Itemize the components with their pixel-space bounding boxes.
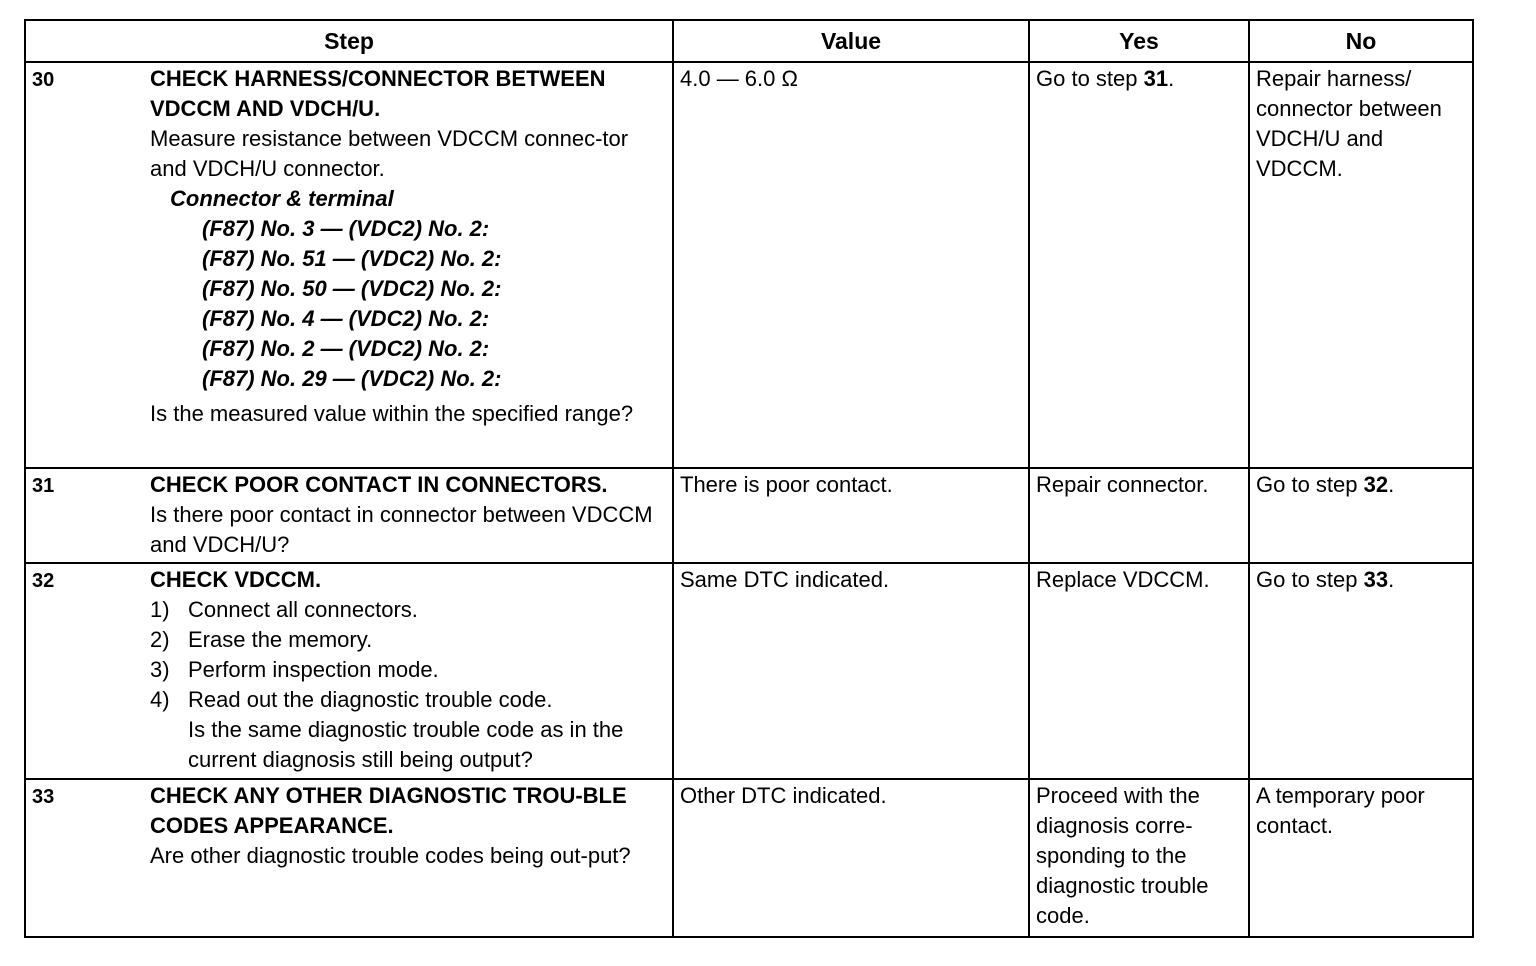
list-number: 1) bbox=[150, 597, 170, 622]
no-suffix: . bbox=[1388, 567, 1395, 592]
value-text: There is poor contact. bbox=[680, 472, 893, 497]
terminal-pair: (F87) No. 2 — (VDC2) No. 2: bbox=[202, 336, 490, 361]
no-cell bbox=[1249, 62, 1473, 468]
no-text bbox=[1250, 564, 1472, 595]
value-text: Other DTC indicated. bbox=[680, 783, 887, 808]
no-suffix: . bbox=[1388, 472, 1395, 497]
value-text: Same DTC indicated. bbox=[680, 567, 890, 592]
table-row bbox=[25, 563, 1473, 779]
terminal-pair: (F87) No. 4 — (VDC2) No. 2: bbox=[202, 306, 490, 331]
header-no: No bbox=[1249, 20, 1473, 62]
header-row bbox=[25, 20, 1473, 62]
step-cell bbox=[25, 62, 673, 468]
no-cell bbox=[1249, 468, 1473, 563]
no-text bbox=[1250, 469, 1472, 500]
header-yes: Yes bbox=[1029, 20, 1249, 62]
yes-cell bbox=[1029, 779, 1249, 937]
step-title: CHECK ANY OTHER DIAGNOSTIC TROU-BLE CODES APPEARANCE. bbox=[150, 783, 627, 838]
value-cell bbox=[673, 563, 1029, 779]
step-number: 32 bbox=[32, 570, 55, 592]
terminal-pair: (F87) No. 3 — (VDC2) No. 2: bbox=[202, 216, 490, 241]
step-question: Is there poor contact in connector between VDCCM and VDCH/U? bbox=[150, 502, 653, 557]
value-text: 4.0 — 6.0 Ω bbox=[680, 66, 798, 91]
yes-text: Proceed with the diagnosis corre-sponding to the diagnostic trouble code. bbox=[1036, 783, 1209, 928]
list-number: 3) bbox=[150, 657, 170, 682]
list-number: 4) bbox=[150, 687, 170, 712]
list-text: Read out the diagnostic trouble code. bbox=[188, 687, 553, 712]
step-number: 30 bbox=[32, 69, 55, 91]
list-text: Perform inspection mode. bbox=[188, 657, 439, 682]
step-instruction: Measure resistance between VDCCM connec-tor and VDCH/U connector. bbox=[150, 126, 629, 181]
list-item bbox=[150, 655, 668, 685]
list-number: 2) bbox=[150, 627, 170, 652]
step-cell bbox=[25, 468, 673, 563]
terminal-pair: (F87) No. 29 — (VDC2) No. 2: bbox=[202, 366, 502, 391]
step-question: Are other diagnostic trouble codes being out-put? bbox=[150, 843, 631, 868]
step-title: CHECK VDCCM. bbox=[150, 567, 322, 592]
table-row bbox=[25, 468, 1473, 563]
no-cell bbox=[1249, 779, 1473, 937]
value-cell bbox=[673, 62, 1029, 468]
list-item bbox=[150, 685, 668, 775]
step-cell bbox=[25, 563, 673, 779]
no-prefix: Go to step bbox=[1256, 567, 1364, 592]
list-item bbox=[150, 595, 668, 625]
no-text: A temporary poor contact. bbox=[1256, 783, 1425, 838]
value-cell bbox=[673, 779, 1029, 937]
list-item bbox=[150, 625, 668, 655]
connector-terminal-heading: Connector & terminal bbox=[170, 186, 394, 211]
yes-cell bbox=[1029, 62, 1249, 468]
yes-text: Replace VDCCM. bbox=[1036, 567, 1210, 592]
step-question: Is the measured value within the specified range? bbox=[150, 401, 634, 426]
terminal-pair: (F87) No. 50 — (VDC2) No. 2: bbox=[202, 276, 502, 301]
yes-suffix: . bbox=[1168, 66, 1175, 91]
step-cell bbox=[25, 779, 673, 937]
step-number: 31 bbox=[32, 475, 55, 497]
yes-text bbox=[1030, 63, 1248, 94]
diagnostic-table bbox=[24, 19, 1474, 938]
yes-cell bbox=[1029, 563, 1249, 779]
procedure-list bbox=[150, 595, 668, 775]
no-step-ref: 32 bbox=[1363, 472, 1389, 497]
header-value: Value bbox=[673, 20, 1029, 62]
step-question: Is the same diagnostic trouble code as in the current diagnosis still being output? bbox=[188, 717, 624, 772]
header-step: Step bbox=[25, 20, 673, 62]
no-cell bbox=[1249, 563, 1473, 779]
table-row bbox=[25, 62, 1473, 468]
step-number: 33 bbox=[32, 786, 55, 808]
value-cell bbox=[673, 468, 1029, 563]
no-text: Repair harness/ connector between VDCH/U and VDCCM. bbox=[1256, 66, 1442, 181]
list-text: Connect all connectors. bbox=[188, 597, 418, 622]
step-title: CHECK POOR CONTACT IN CONNECTORS. bbox=[150, 472, 608, 497]
no-step-ref: 33 bbox=[1363, 567, 1389, 592]
table-row bbox=[25, 779, 1473, 937]
yes-step-ref: 31 bbox=[1143, 66, 1169, 91]
list-text: Erase the memory. bbox=[188, 627, 373, 652]
step-title: CHECK HARNESS/CONNECTOR BETWEEN VDCCM AND VDCH/U. bbox=[150, 66, 606, 121]
no-prefix: Go to step bbox=[1256, 472, 1364, 497]
yes-text: Repair connector. bbox=[1036, 472, 1209, 497]
terminal-pair: (F87) No. 51 — (VDC2) No. 2: bbox=[202, 246, 502, 271]
yes-prefix: Go to step bbox=[1036, 66, 1144, 91]
yes-cell bbox=[1029, 468, 1249, 563]
